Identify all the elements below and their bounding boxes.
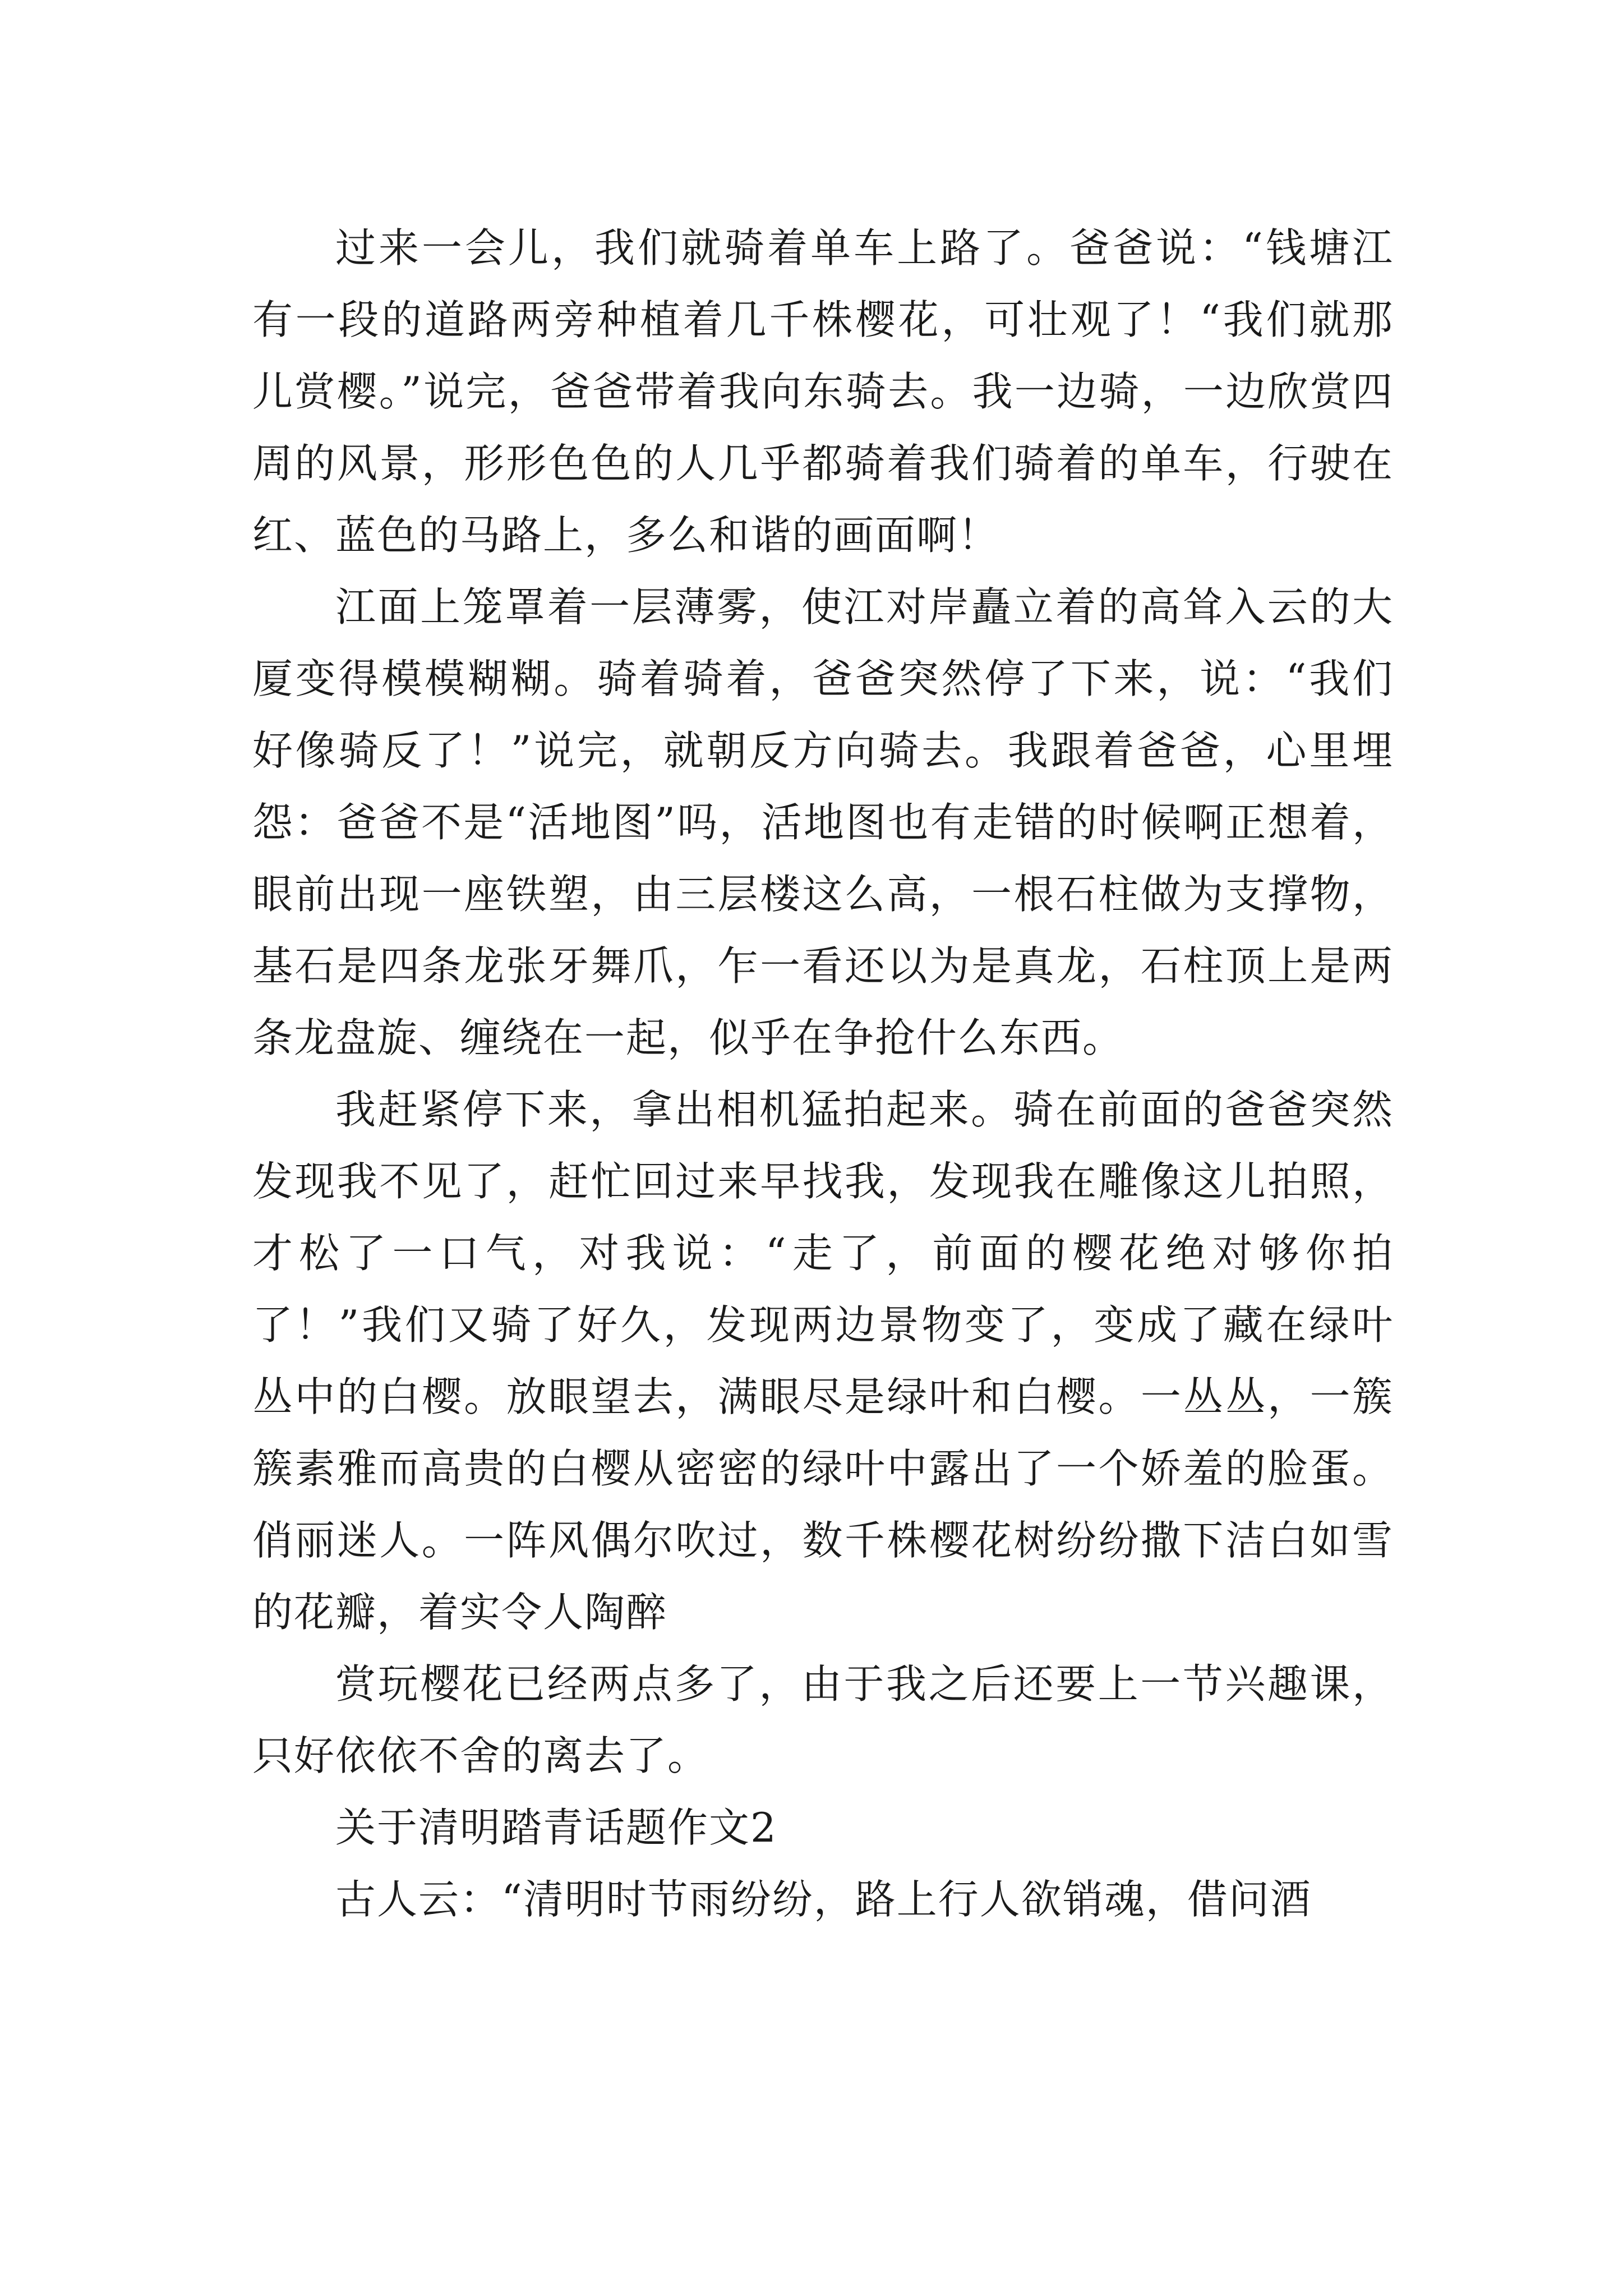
paragraph-3: 我赶紧停下来，拿出相机猛拍起来。骑在前面的爸爸突然发现我不见了，赶忙回过来早找我，发现我在雕像这儿拍照，才松了一口气，对我说：“走了，前面的樱花绝对够你拍了！”我们又骑了好久，发现两边景物变了，变成了藏在绿叶丛中的白樱。放眼望去，满眼尽是绿叶和白樱。一丛丛，一簇簇素雅而高贵的白樱从密密的绿叶中露出了一个娇羞的脸蛋。俏丽迷人。一阵风偶尔吹过，数千株樱花树纷纷撒下洁白如雪的花瓣，着实令人陶醉	[252, 1086, 1394, 1636]
paragraph-1: 过来一会儿，我们就骑着单车上路了。爸爸说：“钱塘江有一段的道路两旁种植着几千株樱花，可壮观了！“我们就那儿赏樱。”说完，爸爸带着我向东骑去。我一边骑，一边欣赏四周的风景，形形色色的人几乎都骑着我们骑着的单车，行驶在红、蓝色的马路上，多么和谐的画面啊！	[252, 224, 1394, 559]
paragraph-5: 古人云：“清明时节雨纷纷，路上行人欲销魂，借问酒	[335, 1876, 1312, 1923]
paragraph-4: 赏玩樱花已经两点多了，由于我之后还要上一节兴趣课，只好依依不舍的离去了。	[252, 1660, 1394, 1779]
section-heading: 关于清明踏青话题作文2	[335, 1804, 777, 1851]
document-body	[252, 212, 1394, 1935]
paragraph-2: 江面上笼罩着一层薄雾，使江对岸矗立着的高耸入云的大厦变得模模糊糊。骑着骑着，爸爸突然停了下来，说：“我们好像骑反了！”说完，就朝反方向骑去。我跟着爸爸，心里埋怨：爸爸不是“活地图”吗，活地图也有走错的时候啊正想着，眼前出现一座铁塑，由三层楼这么高，一根石柱做为支撑物，基石是四条龙张牙舞爪，乍一看还以为是真龙，石柱顶上是两条龙盘旋、缠绕在一起，似乎在争抢什么东西。	[252, 583, 1394, 1061]
